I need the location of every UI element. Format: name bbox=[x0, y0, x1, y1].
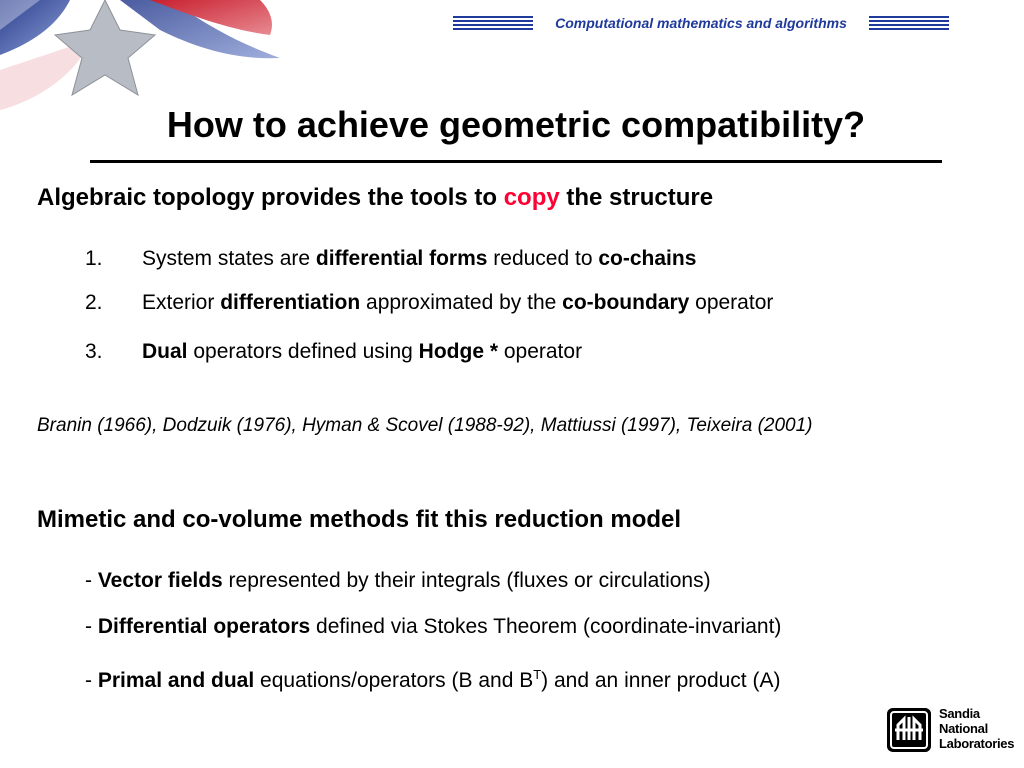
list-bold: Vector fields bbox=[97, 569, 223, 592]
banner-text: Computational mathematics and algorithms bbox=[555, 15, 847, 31]
section1-heading-highlight: copy bbox=[503, 184, 560, 211]
list-bold: Differential operators bbox=[97, 615, 311, 638]
list-text: reduced to bbox=[487, 247, 599, 270]
list-text: operators defined using bbox=[187, 340, 419, 363]
list-item bbox=[85, 569, 711, 593]
section1-heading-after: the structure bbox=[566, 184, 714, 211]
logo-line: Sandia bbox=[939, 706, 980, 721]
list-text: defined via Stokes Theorem (coordinate-invariant) bbox=[310, 615, 782, 638]
list-bold: Dual bbox=[142, 340, 188, 363]
list-bold: Hodge * bbox=[418, 340, 499, 363]
list-item bbox=[85, 291, 773, 315]
list-text: Exterior bbox=[142, 291, 221, 314]
list-text: operator bbox=[689, 291, 774, 314]
list-number: 2. bbox=[85, 291, 103, 314]
list-bold: differentiation bbox=[220, 291, 361, 314]
list-bold: co-chains bbox=[598, 247, 697, 270]
list-text: System states are bbox=[142, 247, 316, 270]
list-item bbox=[85, 247, 696, 271]
list-dash: - bbox=[85, 615, 98, 638]
list-bold: differential forms bbox=[315, 247, 488, 270]
superscript: T bbox=[533, 667, 542, 682]
sandia-logo bbox=[887, 706, 1015, 758]
list-text: approximated by the bbox=[360, 291, 563, 314]
slide-title: How to achieve geometric compatibility? bbox=[166, 104, 866, 145]
title-underline bbox=[90, 160, 942, 163]
section1-heading bbox=[37, 184, 713, 212]
citation-text: Branin (1966), Dodzuik (1976), Hyman & Scovel (1988-92), Mattiussi (1997), Teixeira (2001) bbox=[37, 415, 813, 436]
list-item bbox=[85, 615, 781, 639]
thunderbird-icon bbox=[887, 708, 931, 752]
logo-line: Laboratories bbox=[939, 736, 1015, 751]
banner-lines-left bbox=[453, 16, 533, 34]
list-number: 3. bbox=[85, 340, 103, 363]
section1-heading-before: Algebraic topology provides the tools to bbox=[37, 184, 498, 211]
banner-lines-right bbox=[869, 16, 949, 34]
list-dash: - bbox=[85, 669, 98, 692]
list-item bbox=[85, 667, 780, 693]
list-text: equations/operators (B and B bbox=[254, 669, 534, 692]
list-text: represented by their integrals (fluxes or circulations) bbox=[222, 569, 711, 592]
list-bold: Primal and dual bbox=[97, 669, 255, 692]
list-item bbox=[85, 340, 582, 364]
list-number: 1. bbox=[85, 247, 103, 270]
list-text: ) and an inner product (A) bbox=[541, 669, 781, 692]
logo-text bbox=[939, 706, 1014, 751]
list-bold: co-boundary bbox=[562, 291, 690, 314]
header-banner bbox=[453, 14, 949, 36]
list-dash: - bbox=[85, 569, 98, 592]
section2-heading: Mimetic and co-volume methods fit this reduction model bbox=[37, 506, 682, 533]
list-text: operator bbox=[498, 340, 583, 363]
logo-line: National bbox=[939, 721, 988, 736]
